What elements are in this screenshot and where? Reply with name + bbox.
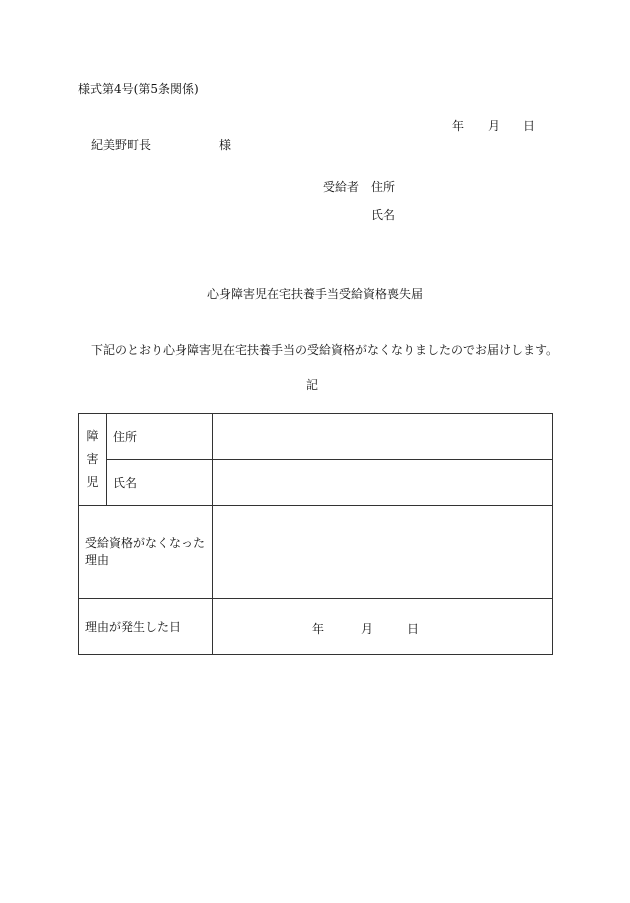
group-char-1: 障 — [86, 429, 99, 443]
reason-label-line2: 理由 — [85, 553, 110, 567]
applicant-address-label: 住所 — [371, 180, 396, 194]
date-month-label: 月 — [488, 119, 501, 133]
form-number: 様式第4号(第5条関係) — [78, 82, 199, 96]
body-text: 下記のとおり心身障害児在宅扶養手当の受給資格がなくなりましたのでお届けします。 — [91, 343, 559, 357]
date-occurred-month: 月 — [361, 622, 374, 636]
addressee-name: 紀美野町長 — [91, 138, 152, 152]
addressee-honorific: 様 — [219, 138, 232, 152]
date-day-label: 日 — [523, 119, 536, 133]
applicant-role: 受給者 — [323, 180, 360, 194]
reason-label-line1: 受給資格がなくなった — [85, 536, 206, 550]
child-address-field[interactable] — [213, 414, 553, 460]
child-name-label: 氏名 — [107, 460, 213, 506]
applicant-name-label: 氏名 — [371, 208, 396, 222]
date-occurred-year: 年 — [312, 622, 325, 636]
details-table — [78, 413, 553, 655]
date-occurred-label: 理由が発生した日 — [79, 599, 213, 655]
ki-heading: 記 — [306, 378, 319, 392]
reason-field[interactable] — [213, 506, 553, 599]
group-char-2: 害 — [86, 452, 99, 466]
child-address-label: 住所 — [107, 414, 213, 460]
date-occurred-day: 日 — [407, 622, 420, 636]
group-char-3: 児 — [86, 475, 99, 489]
child-name-field[interactable] — [213, 460, 553, 506]
date-year-label: 年 — [452, 119, 465, 133]
document-title: 心身障害児在宅扶養手当受給資格喪失届 — [207, 287, 424, 301]
reason-label-cell — [79, 506, 213, 599]
date-occurred-field[interactable] — [213, 599, 553, 655]
group-label-cell — [79, 414, 107, 506]
